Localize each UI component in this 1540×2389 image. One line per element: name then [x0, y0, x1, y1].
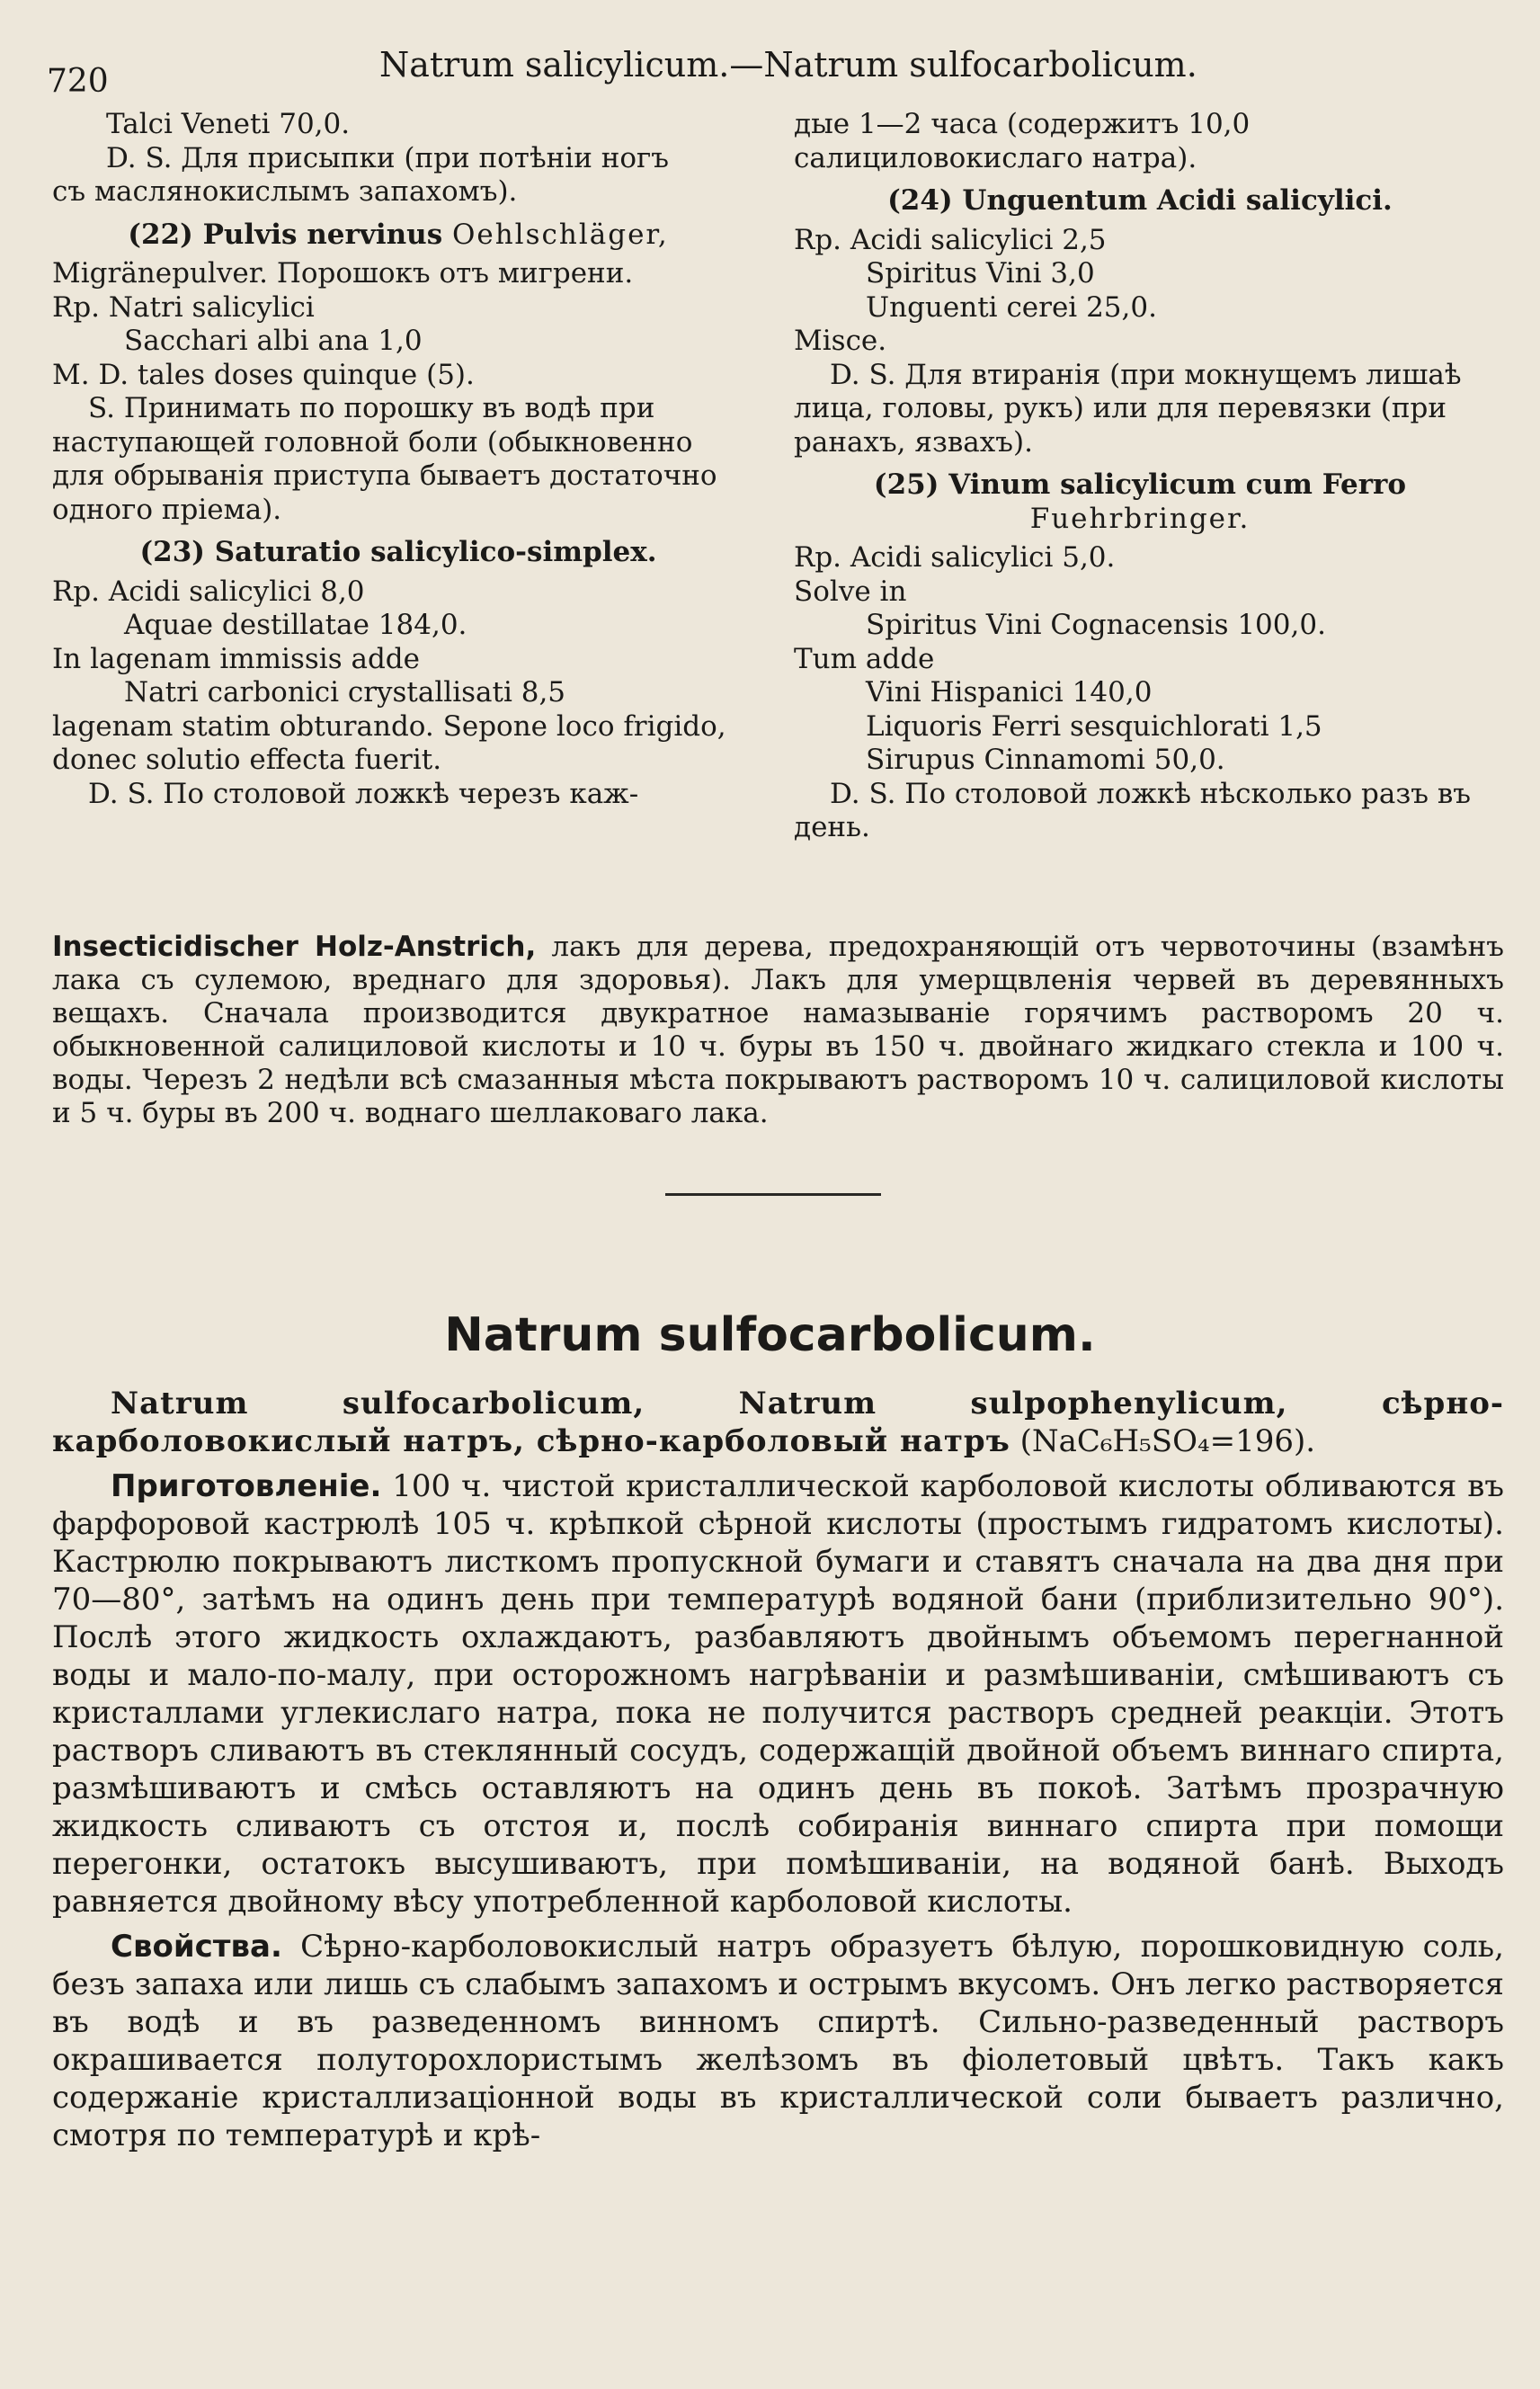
properties-text: Сѣрно-карболовокислый натръ образуетъ бѣлую, порошковидную соль, безъ запаха или лишь съ слабымъ запахомъ и острымъ вкусомъ. Онъ легко растворяется въ водѣ и въ разведенномъ винномъ спиртѣ. Сильно-разведенный растворъ окрашивается полуторохлористымъ желѣзомъ въ фіолетовый цвѣтъ. Такъ какъ содержаніе кристаллизаціонной воды въ кристаллической соли бываетъ различно, смотря по температурѣ и крѣ- [52, 1929, 1504, 2153]
recipe-title: Saturatio salicylico-simplex. [214, 536, 657, 568]
recipe-line: Rp. Acidi salicylici 2,5 [794, 223, 1107, 256]
recipe-title: Pulvis nervinus [202, 218, 452, 251]
recipe-number: (22) [128, 218, 203, 251]
recipe-line: Misce. [794, 325, 887, 357]
insecticide-paragraph [52, 931, 1504, 1130]
recipe-author: Oehlschläger, [451, 218, 669, 251]
recipe-line: M. D. tales doses quinque (5). [52, 358, 475, 391]
recipe-line: Rp. Acidi salicylici 8,0 [52, 575, 365, 608]
recipe-line: Spiritus Vini Cognacensis 100,0. [866, 609, 1326, 641]
recipe-line: Natri carbonici crystallisati 8,5 [124, 676, 566, 709]
recipe-heading-22 [52, 218, 744, 253]
recipe-number: (23) [139, 536, 215, 568]
recipe-line: Vini Hispanici 140,0 [866, 676, 1153, 709]
left-column [52, 108, 744, 811]
preparation-paragraph [52, 1467, 1504, 1921]
recipe-line: Spiritus Vini 3,0 [866, 257, 1095, 290]
running-title: Natrum salicylicum.—Natrum sulfocarbolicum. [379, 45, 1197, 85]
recipe-line: съ маслянокислымъ запахомъ). [52, 175, 518, 208]
recipe-line: Liquoris Ferri sesquichlorati 1,5 [866, 709, 1322, 743]
recipe-title: Unguentum Acidi salicylici. [962, 184, 1393, 217]
intro-paragraph [52, 1385, 1504, 1460]
recipe-line: Sacchari albi ana 1,0 [124, 325, 423, 357]
preparation-label: Приготовленіе. [111, 1468, 382, 1504]
recipe-heading-24 [794, 184, 1486, 218]
recipe-line: Rp. Natri salicylici [52, 290, 315, 324]
recipe-signa: D. S. По столовой ложкѣ черезъ каж- [88, 777, 639, 810]
recipe-line: Aquae destillatae 184,0. [124, 609, 467, 641]
section-title: Natrum sulfocarbolicum. [444, 1308, 1096, 1362]
insecticide-text: лакъ для дерева, предохраняющій отъ червоточины (взамѣнъ лака съ сулемою, вреднаго для здоровья). Лакъ для умерщвленія червей въ деревянныхъ вещахъ. Сначала производится двукратное намазываніе горячимъ растворомъ 20 ч. обыкновенной салициловой кислоты и 10 ч. буры въ 150 ч. двойнаго жидкаго стекла и 100 ч. воды. Черезъ 2 недѣли всѣ смазанныя мѣста покрываютъ растворомъ 10 ч. салициловой кислоты и 5 ч. буры въ 200 ч. воднаго шеллаковаго лака. [52, 931, 1504, 1129]
section-divider [665, 1193, 881, 1196]
recipe-signa: S. Принимать по порошку въ водѣ при наступающей головной боли (обыкновенно для обрыванія приступа бываетъ достаточно одного пріема). [52, 392, 717, 526]
two-column-section [52, 108, 1509, 908]
recipe-line: Migränepulver. Порошокъ отъ мигрени. [52, 257, 634, 290]
preparation-text: 100 ч. чистой кристаллической карболовой кислоты обливаются въ фарфоровой кастрюлѣ 105 ч. крѣпкой сѣрной кислоты (простымъ гидратомъ кислоты). Кастрюлю покрываютъ листкомъ пропускной бумаги и ставятъ сначала на два дня при 70—80°, затѣмъ на одинъ день при температурѣ водяной бани (приблизительно 90°). Послѣ этого жидкость охлаждаютъ, разбавляютъ двойнымъ объемомъ перегнанной воды и мало-по-малу, при осторожномъ нагрѣваніи и размѣшиваніи, смѣшиваютъ съ кристаллами углекислаго натра, пока не получится растворъ средней реакціи. Этотъ растворъ сливаютъ въ стеклянный сосудъ, содержащій двойной объемъ виннаго спирта, размѣшиваютъ и смѣсь оставляютъ на одинъ день въ покоѣ. Затѣмъ прозрачную жидкость сливаютъ съ отстоя и, послѣ собиранія виннаго спирта при помощи перегонки, остатокъ высушиваютъ, при помѣшиваніи, на водяной банѣ. Выходъ равняется двойному вѣсу употребленной карболовой кислоты. [52, 1468, 1504, 1920]
intro-formula: (NaC₆H₅SO₄=196). [1010, 1423, 1316, 1459]
recipe-line: lagenam statim obturando. Sepone loco frigido, donec solutio effecta fuerit. [52, 709, 726, 776]
recipe-line: Rp. Acidi salicylici 5,0. [794, 541, 1116, 574]
recipe-number: (25) [873, 468, 949, 501]
recipe-heading-25 [794, 468, 1486, 536]
recipe-signa: D. S. Для втиранія (при мокнущемъ лишаѣ лица, головы, рукъ) или для перевязки (при ранахъ, язвахъ). [794, 358, 1462, 459]
properties-paragraph [52, 1928, 1504, 2154]
properties-label: Свойства. [111, 1929, 282, 1965]
recipe-signa: D. S. По столовой ложкѣ нѣсколько разъ въ день. [794, 777, 1472, 843]
intro-names: Natrum sulfocarbolicum, Natrum sulpophenylicum, сѣрно-карболовокислый натръ, сѣрно-карболовый натръ [52, 1386, 1504, 1459]
recipe-line: Tum adde [794, 642, 935, 675]
recipe-line: дые 1—2 часа (содержитъ 10,0 салициловокислаго натра). [794, 108, 1251, 174]
recipe-line: Unguenti cerei 25,0. [866, 290, 1157, 324]
insecticide-term: Insecticidischer Holz-Anstrich, [52, 931, 537, 963]
recipe-line: Sirupus Cinnamomi 50,0. [866, 744, 1225, 776]
recipe-line: In lagenam immissis adde [52, 642, 420, 675]
right-column [794, 108, 1486, 845]
recipe-heading-23 [52, 536, 744, 570]
recipe-line: Solve in [794, 575, 907, 608]
section-body [52, 1385, 1504, 2162]
recipe-author: Fuehrbringer. [1029, 502, 1251, 535]
page-header [47, 31, 1494, 103]
recipe-title: Vinum salicylicum cum Ferro [948, 468, 1407, 501]
recipe-line: Talci Veneti 70,0. [106, 108, 351, 140]
recipe-line: D. S. Для присыпки (при потѣніи ногъ [106, 141, 670, 174]
recipe-number: (24) [887, 184, 963, 217]
page-number: 720 [47, 63, 109, 100]
